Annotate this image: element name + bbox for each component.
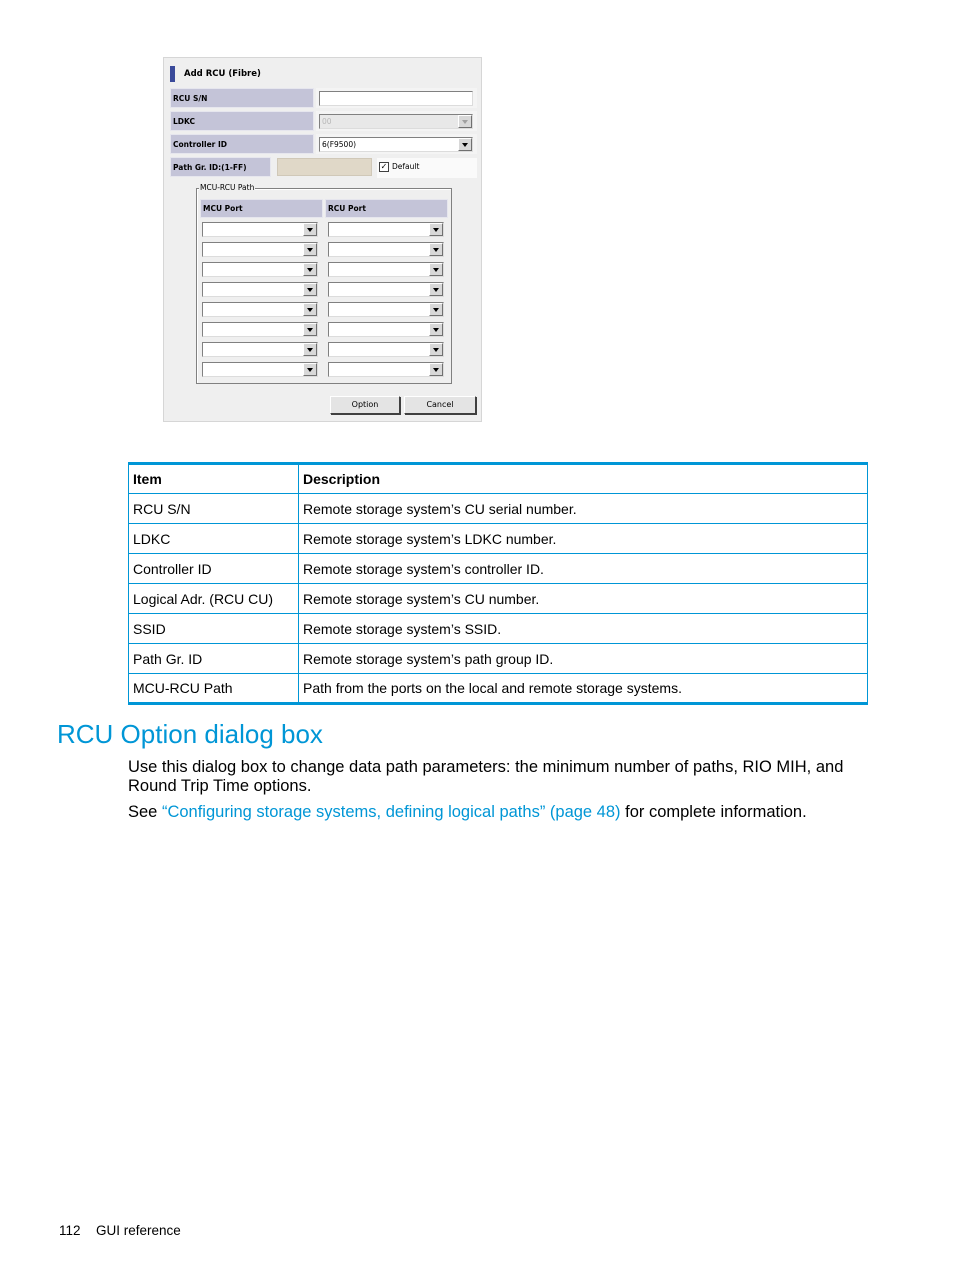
ldkc-value: 00	[322, 117, 332, 126]
rcu-sn-input[interactable]	[319, 91, 473, 106]
rcu-port-select[interactable]	[328, 242, 444, 257]
description-cell: Remote storage system’s controller ID.	[299, 554, 868, 584]
chevron-down-icon[interactable]	[429, 323, 443, 336]
mcu-port-select[interactable]	[202, 262, 318, 277]
table-row	[129, 554, 868, 584]
table-row	[129, 644, 868, 674]
chevron-down-icon[interactable]	[303, 343, 317, 356]
default-checkbox-wrap	[377, 158, 477, 178]
default-checkbox[interactable]: ✓	[380, 162, 388, 171]
description-cell: Remote storage system’s SSID.	[299, 614, 868, 644]
mcu-port-select[interactable]	[202, 302, 318, 317]
rcu-port-select[interactable]	[328, 262, 444, 277]
table-row	[129, 494, 868, 524]
chevron-down-icon[interactable]	[303, 283, 317, 296]
mcu-port-select[interactable]	[202, 322, 318, 337]
option-button[interactable]: Option	[330, 396, 400, 414]
path-gr-id-input[interactable]	[277, 158, 372, 176]
section-heading: RCU Option dialog box	[57, 719, 323, 749]
chevron-down-icon[interactable]	[303, 243, 317, 256]
mcu-rcu-path-group	[196, 183, 452, 384]
item-description-table	[128, 462, 868, 705]
item-column-header: Item	[129, 464, 299, 494]
chevron-down-icon[interactable]	[458, 115, 472, 128]
chevron-down-icon[interactable]	[303, 363, 317, 376]
chevron-down-icon[interactable]	[429, 283, 443, 296]
item-cell: SSID	[129, 614, 299, 644]
chevron-down-icon[interactable]	[429, 363, 443, 376]
see-suffix: for complete information.	[620, 803, 807, 821]
item-cell: MCU-RCU Path	[129, 674, 299, 704]
description-column-header: Description	[299, 464, 868, 494]
controller-id-label: Controller ID	[170, 134, 314, 154]
rcu-port-select[interactable]	[328, 222, 444, 237]
table-row	[129, 614, 868, 644]
footer-section: GUI reference	[96, 1223, 181, 1238]
rcu-port-select[interactable]	[328, 302, 444, 317]
ldkc-select[interactable]	[319, 114, 473, 129]
mcu-port-select[interactable]	[202, 342, 318, 357]
table-row	[129, 524, 868, 554]
page-number: 112	[59, 1223, 81, 1238]
rcu-port-header: RCU Port	[325, 199, 448, 218]
rcu-port-select[interactable]	[328, 322, 444, 337]
description-cell: Remote storage system’s CU serial number.	[299, 494, 868, 524]
controller-id-select[interactable]	[319, 137, 473, 152]
chevron-down-icon[interactable]	[429, 223, 443, 236]
description-cell: Remote storage system’s CU number.	[299, 584, 868, 614]
description-cell: Path from the ports on the local and remote storage systems.	[299, 674, 868, 704]
controller-id-value: 6(F9500)	[322, 140, 357, 149]
see-prefix: See	[128, 803, 162, 821]
add-rcu-dialog	[163, 57, 482, 422]
rcu-sn-label: RCU S/N	[170, 88, 314, 108]
mcu-port-select[interactable]	[202, 362, 318, 377]
cross-reference-link[interactable]: “Configuring storage systems, defining logical paths” (page 48)	[161, 803, 621, 821]
rcu-port-select[interactable]	[328, 342, 444, 357]
chevron-down-icon[interactable]	[429, 263, 443, 276]
mcu-port-select[interactable]	[202, 222, 318, 237]
path-gr-id-label: Path Gr. ID:(1-FF)	[170, 157, 271, 177]
rcu-port-select[interactable]	[328, 282, 444, 297]
table-row	[129, 674, 868, 704]
item-cell: LDKC	[129, 524, 299, 554]
dialog-title-text: Add RCU (Fibre)	[184, 69, 261, 79]
mcu-rcu-path-legend: MCU-RCU Path	[200, 183, 255, 192]
cancel-button[interactable]: Cancel	[404, 396, 476, 414]
table-header-row	[129, 464, 868, 494]
mcu-port-header: MCU Port	[200, 199, 323, 218]
dialog-title	[170, 65, 261, 83]
chevron-down-icon[interactable]	[429, 243, 443, 256]
table-row	[129, 584, 868, 614]
chevron-down-icon[interactable]	[303, 263, 317, 276]
description-cell: Remote storage system’s LDKC number.	[299, 524, 868, 554]
item-cell: Controller ID	[129, 554, 299, 584]
item-cell: RCU S/N	[129, 494, 299, 524]
mcu-port-select[interactable]	[202, 282, 318, 297]
item-cell: Path Gr. ID	[129, 644, 299, 674]
chevron-down-icon[interactable]	[303, 323, 317, 336]
chevron-down-icon[interactable]	[303, 223, 317, 236]
description-cell: Remote storage system’s path group ID.	[299, 644, 868, 674]
mcu-port-select[interactable]	[202, 242, 318, 257]
rcu-port-select[interactable]	[328, 362, 444, 377]
section-paragraph: Use this dialog box to change data path parameters: the minimum number of paths, RIO MIH, and Round Trip Time options.	[128, 758, 844, 795]
chevron-down-icon[interactable]	[303, 303, 317, 316]
title-bar-marker	[170, 66, 175, 82]
chevron-down-icon[interactable]	[458, 138, 472, 151]
chevron-down-icon[interactable]	[429, 343, 443, 356]
see-also-paragraph	[128, 803, 858, 822]
ldkc-label: LDKC	[170, 111, 314, 131]
default-checkbox-label: Default	[392, 162, 420, 171]
chevron-down-icon[interactable]	[429, 303, 443, 316]
item-cell: Logical Adr. (RCU CU)	[129, 584, 299, 614]
